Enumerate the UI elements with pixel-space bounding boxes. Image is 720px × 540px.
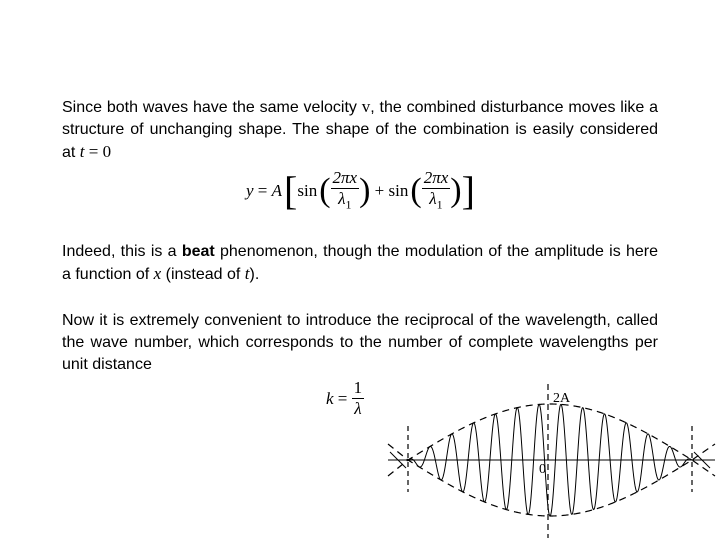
time-variable: t [79,142,85,161]
beat-term: beat [181,243,215,260]
fraction-numerator: 2πx [423,168,449,187]
fraction-numerator: 1 [353,378,363,397]
paragraph-wave-number: Now it is extremely convenient to introduce the reciprocal of the wavelength, called the wave number, which corresponds to the number of complete wavelengths per unit distance [62,312,658,373]
beat-wave-figure [380,380,720,540]
equation-superposition: y = A [ sin ( $\frac{2\pi x}{\lambda_1}$ ) + sin ( $\frac{2\pi x}{\lambda_1}$ ) ] [246,168,475,214]
origin-label: 0 [539,462,546,477]
velocity-symbol: v [361,97,371,116]
paragraph-intro: Since both waves have the same velocity v, the combined disturbance moves like a structure of unchanging shape. The shape of the combination is easily considered at t = 0 [62,97,659,161]
fraction-numerator: 2πx [332,168,358,187]
paragraph-beat: Indeed, this is a beat phenomenon, though the modulation of the amplitude is here a function of x (instead of t). [62,243,659,283]
equation-wave-number: k = $\frac{1}{\lambda}$ [326,378,363,418]
upper-envelope [388,404,715,460]
amplitude-label: 2A [553,391,571,406]
